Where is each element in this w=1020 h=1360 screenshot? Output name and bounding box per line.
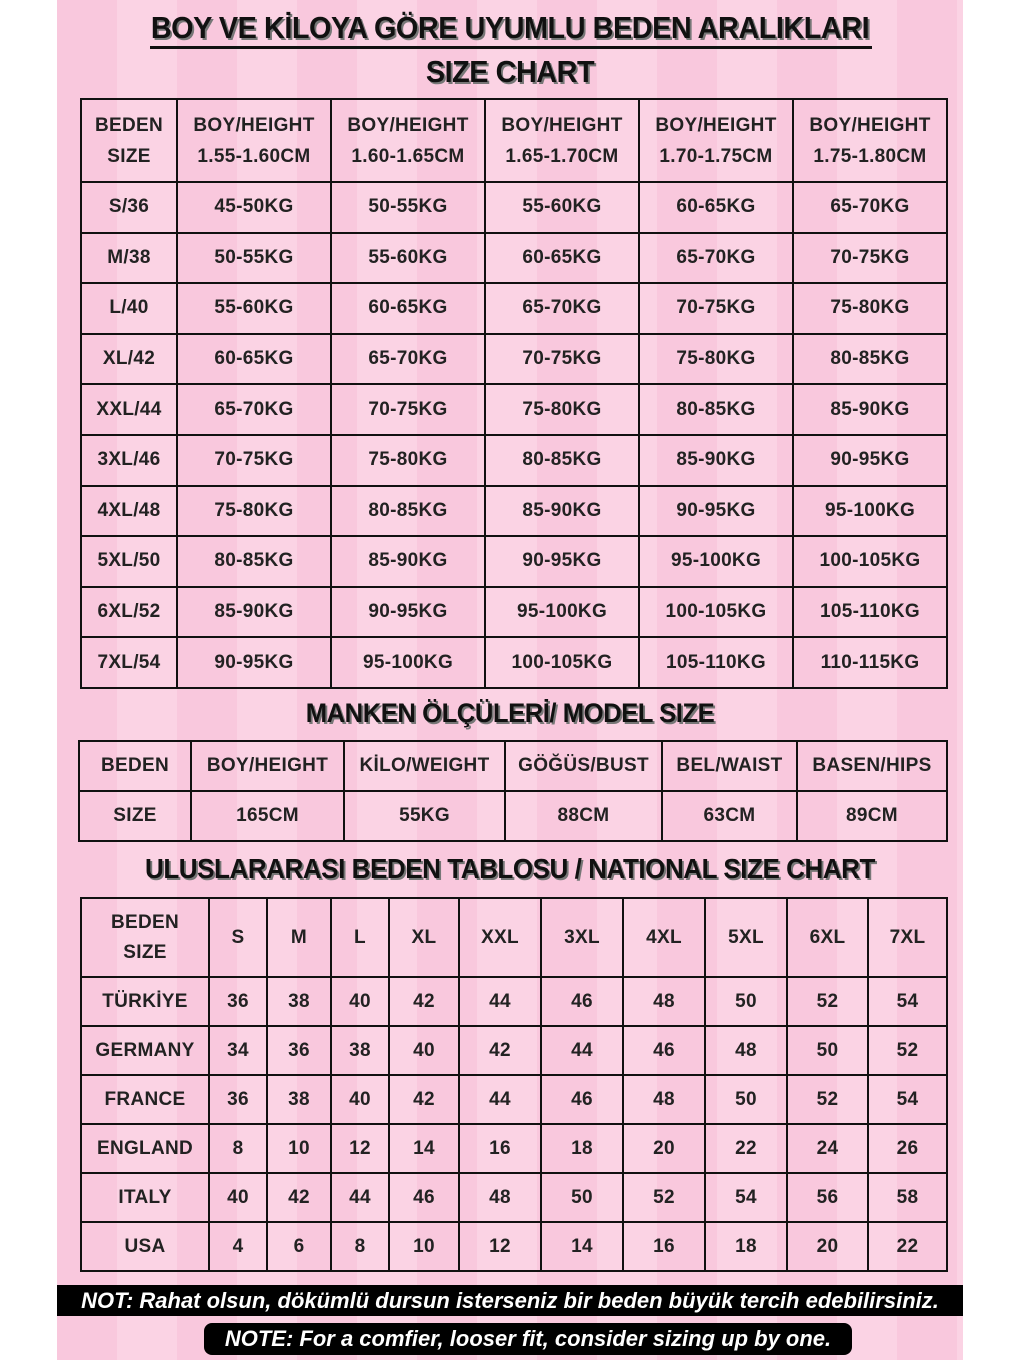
weight-range-cell: 60-65KG — [639, 182, 793, 233]
header-cell-line: 1.75-1.80CM — [813, 145, 927, 167]
value-cell: 55KG — [344, 791, 505, 841]
national-size-title: ULUSLARARASI BEDEN TABLOSU / NATIONAL SIZE CHART — [145, 853, 875, 884]
weight-range-cell: 85-90KG — [485, 486, 639, 537]
size-label-cell: 3XL/46 — [81, 435, 177, 486]
size-number-cell: 42 — [459, 1026, 541, 1075]
weight-range-cell: 55-60KG — [177, 283, 331, 334]
size-number-cell: 40 — [209, 1173, 267, 1222]
weight-range-cell: 85-90KG — [793, 384, 947, 435]
title-underline — [150, 46, 872, 49]
header-cell: 3XL — [541, 898, 623, 977]
weight-range-cell: 60-65KG — [485, 233, 639, 284]
table-row — [81, 182, 947, 233]
national-size-table — [80, 897, 948, 1272]
header-cell-line: SIZE — [123, 941, 167, 963]
weight-range-cell: 65-70KG — [485, 283, 639, 334]
size-number-cell: 10 — [267, 1124, 331, 1173]
weight-range-cell: 110-115KG — [793, 637, 947, 688]
header-cell: BEL/WAIST — [662, 741, 797, 791]
size-number-cell: 50 — [705, 977, 787, 1026]
header-cell-line: BOY/HEIGHT — [501, 114, 623, 136]
weight-range-cell: 90-95KG — [485, 536, 639, 587]
model-size-table — [78, 740, 948, 842]
size-number-cell: 54 — [705, 1173, 787, 1222]
header-cell-line: BEDEN — [110, 911, 179, 933]
weight-range-cell: 100-105KG — [485, 637, 639, 688]
size-label-cell: 5XL/50 — [81, 536, 177, 587]
header-cell — [639, 99, 793, 182]
header-cell: 5XL — [705, 898, 787, 977]
size-number-cell: 58 — [868, 1173, 947, 1222]
size-number-cell: 50 — [705, 1075, 787, 1124]
size-number-cell: 22 — [868, 1222, 947, 1271]
size-number-cell: 8 — [331, 1222, 389, 1271]
weight-range-cell: 95-100KG — [793, 486, 947, 537]
size-number-cell: 52 — [623, 1173, 705, 1222]
size-number-cell: 56 — [787, 1173, 868, 1222]
size-number-cell: 10 — [389, 1222, 459, 1271]
size-number-cell: 24 — [787, 1124, 868, 1173]
weight-range-cell: 75-80KG — [485, 384, 639, 435]
size-number-cell: 48 — [459, 1173, 541, 1222]
weight-range-cell: 70-75KG — [485, 334, 639, 385]
weight-range-cell: 80-85KG — [177, 536, 331, 587]
weight-range-cell: 50-55KG — [331, 182, 485, 233]
size-number-cell: 6 — [267, 1222, 331, 1271]
size-number-cell: 50 — [787, 1026, 868, 1075]
header-cell: BEDEN — [79, 741, 191, 791]
weight-range-cell: 65-70KG — [177, 384, 331, 435]
weight-range-cell: 65-70KG — [331, 334, 485, 385]
weight-range-cell: 55-60KG — [485, 182, 639, 233]
value-cell: 63CM — [662, 791, 797, 841]
table-row — [81, 1222, 947, 1271]
weight-range-cell: 90-95KG — [639, 486, 793, 537]
size-number-cell: 46 — [541, 977, 623, 1026]
size-number-cell: 16 — [459, 1124, 541, 1173]
size-chart-page — [57, 0, 963, 1360]
size-number-cell: 46 — [541, 1075, 623, 1124]
size-number-cell: 40 — [389, 1026, 459, 1075]
header-cell: BASEN/HIPS — [797, 741, 947, 791]
weight-range-cell: 90-95KG — [177, 637, 331, 688]
size-number-cell: 46 — [623, 1026, 705, 1075]
size-number-cell: 16 — [623, 1222, 705, 1271]
weight-range-cell: 45-50KG — [177, 182, 331, 233]
country-cell: ENGLAND — [81, 1124, 209, 1173]
country-cell: GERMANY — [81, 1026, 209, 1075]
table-row — [81, 334, 947, 385]
size-number-cell: 54 — [868, 977, 947, 1026]
weight-range-cell: 50-55KG — [177, 233, 331, 284]
weight-range-cell: 80-85KG — [331, 486, 485, 537]
value-cell: 88CM — [505, 791, 662, 841]
size-number-cell: 36 — [267, 1026, 331, 1075]
weight-range-cell: 75-80KG — [331, 435, 485, 486]
size-number-cell: 38 — [267, 977, 331, 1026]
table-row — [81, 486, 947, 537]
size-number-cell: 48 — [623, 977, 705, 1026]
size-label-cell: 7XL/54 — [81, 637, 177, 688]
weight-range-cell: 85-90KG — [639, 435, 793, 486]
header-cell: M — [267, 898, 331, 977]
size-number-cell: 48 — [705, 1026, 787, 1075]
size-number-cell: 14 — [389, 1124, 459, 1173]
weight-range-cell: 95-100KG — [639, 536, 793, 587]
weight-range-cell: 65-70KG — [793, 182, 947, 233]
country-cell: ITALY — [81, 1173, 209, 1222]
size-number-cell: 12 — [331, 1124, 389, 1173]
header-cell-line: 1.55-1.60CM — [197, 145, 311, 167]
size-number-cell: 52 — [787, 977, 868, 1026]
model-size-title: MANKEN ÖLÇÜLERİ/ MODEL SIZE — [305, 698, 715, 728]
size-number-cell: 42 — [389, 977, 459, 1026]
header-cell: GÖĞÜS/BUST — [505, 741, 662, 791]
height-weight-size-table — [80, 98, 948, 689]
size-number-cell: 52 — [787, 1075, 868, 1124]
table-row — [81, 283, 947, 334]
header-cell: L — [331, 898, 389, 977]
size-label-cell: 4XL/48 — [81, 486, 177, 537]
weight-range-cell: 105-110KG — [639, 637, 793, 688]
size-number-cell: 42 — [267, 1173, 331, 1222]
header-cell: S — [209, 898, 267, 977]
header-cell: 7XL — [868, 898, 947, 977]
weight-range-cell: 95-100KG — [331, 637, 485, 688]
weight-range-cell: 85-90KG — [331, 536, 485, 587]
table-row — [81, 1026, 947, 1075]
header-cell — [485, 99, 639, 182]
weight-range-cell: 65-70KG — [639, 233, 793, 284]
size-number-cell: 38 — [331, 1026, 389, 1075]
weight-range-cell: 75-80KG — [639, 334, 793, 385]
table-row — [81, 435, 947, 486]
size-number-cell: 4 — [209, 1222, 267, 1271]
page-subtitle: SIZE CHART — [425, 54, 595, 89]
table-row — [81, 1124, 947, 1173]
header-cell-line: BOY/HEIGHT — [347, 114, 469, 136]
header-cell — [81, 898, 209, 977]
header-cell-line: BEDEN — [94, 114, 163, 136]
header-cell: 6XL — [787, 898, 868, 977]
size-number-cell: 14 — [541, 1222, 623, 1271]
value-cell: SIZE — [79, 791, 191, 841]
weight-range-cell: 80-85KG — [793, 334, 947, 385]
weight-range-cell: 105-110KG — [793, 587, 947, 638]
size-label-cell: S/36 — [81, 182, 177, 233]
size-label-cell: XXL/44 — [81, 384, 177, 435]
size-number-cell: 36 — [209, 977, 267, 1026]
weight-range-cell: 90-95KG — [331, 587, 485, 638]
table-row — [81, 637, 947, 688]
size-number-cell: 40 — [331, 977, 389, 1026]
size-number-cell: 52 — [868, 1026, 947, 1075]
header-cell — [331, 99, 485, 182]
header-cell-line: SIZE — [107, 145, 151, 167]
header-cell: KİLO/WEIGHT — [344, 741, 505, 791]
weight-range-cell: 100-105KG — [639, 587, 793, 638]
weight-range-cell: 85-90KG — [177, 587, 331, 638]
header-cell-line: BOY/HEIGHT — [193, 114, 315, 136]
size-number-cell: 18 — [705, 1222, 787, 1271]
header-row — [79, 741, 947, 791]
weight-range-cell: 70-75KG — [639, 283, 793, 334]
size-number-cell: 44 — [331, 1173, 389, 1222]
header-cell: 4XL — [623, 898, 705, 977]
table-row — [81, 384, 947, 435]
weight-range-cell: 70-75KG — [177, 435, 331, 486]
header-cell: BOY/HEIGHT — [191, 741, 344, 791]
weight-range-cell: 70-75KG — [331, 384, 485, 435]
weight-range-cell: 100-105KG — [793, 536, 947, 587]
table-row — [81, 977, 947, 1026]
table-row — [81, 536, 947, 587]
page-title: BOY VE KİLOYA GÖRE UYUMLU BEDEN ARALIKLARI — [150, 10, 870, 45]
weight-range-cell: 70-75KG — [793, 233, 947, 284]
value-cell: 165CM — [191, 791, 344, 841]
size-number-cell: 36 — [209, 1075, 267, 1124]
note-turkish: NOT: Rahat olsun, dökümlü dursun isterseniz bir beden büyük tercih edebilirsiniz. — [57, 1285, 963, 1316]
size-label-cell: XL/42 — [81, 334, 177, 385]
note-english: NOTE: For a comfier, looser fit, consider sizing up by one. — [204, 1323, 852, 1355]
size-number-cell: 8 — [209, 1124, 267, 1173]
header-cell-line: BOY/HEIGHT — [655, 114, 777, 136]
header-cell-line: 1.70-1.75CM — [659, 145, 773, 167]
table-row — [81, 1075, 947, 1124]
size-number-cell: 44 — [459, 977, 541, 1026]
table-row — [81, 233, 947, 284]
size-label-cell: M/38 — [81, 233, 177, 284]
weight-range-cell: 80-85KG — [485, 435, 639, 486]
header-cell: XXL — [459, 898, 541, 977]
size-number-cell: 44 — [541, 1026, 623, 1075]
header-cell — [793, 99, 947, 182]
size-number-cell: 40 — [331, 1075, 389, 1124]
size-number-cell: 20 — [623, 1124, 705, 1173]
size-number-cell: 38 — [267, 1075, 331, 1124]
size-number-cell: 26 — [868, 1124, 947, 1173]
size-number-cell: 20 — [787, 1222, 868, 1271]
size-number-cell: 18 — [541, 1124, 623, 1173]
weight-range-cell: 75-80KG — [793, 283, 947, 334]
country-cell: FRANCE — [81, 1075, 209, 1124]
header-cell-line: BOY/HEIGHT — [809, 114, 931, 136]
header-row — [81, 898, 947, 977]
header-cell — [81, 99, 177, 182]
size-number-cell: 50 — [541, 1173, 623, 1222]
weight-range-cell: 95-100KG — [485, 587, 639, 638]
table-row — [81, 1173, 947, 1222]
table-row — [79, 791, 947, 841]
value-cell: 89CM — [797, 791, 947, 841]
weight-range-cell: 55-60KG — [331, 233, 485, 284]
weight-range-cell: 60-65KG — [177, 334, 331, 385]
header-cell: XL — [389, 898, 459, 977]
weight-range-cell: 90-95KG — [793, 435, 947, 486]
weight-range-cell: 75-80KG — [177, 486, 331, 537]
size-number-cell: 48 — [623, 1075, 705, 1124]
country-cell: USA — [81, 1222, 209, 1271]
weight-range-cell: 80-85KG — [639, 384, 793, 435]
size-number-cell: 42 — [389, 1075, 459, 1124]
size-number-cell: 12 — [459, 1222, 541, 1271]
size-number-cell: 44 — [459, 1075, 541, 1124]
size-number-cell: 54 — [868, 1075, 947, 1124]
size-number-cell: 22 — [705, 1124, 787, 1173]
size-label-cell: 6XL/52 — [81, 587, 177, 638]
header-cell-line: 1.65-1.70CM — [505, 145, 619, 167]
table-row — [81, 587, 947, 638]
country-cell: TÜRKİYE — [81, 977, 209, 1026]
header-row — [81, 99, 947, 182]
size-label-cell: L/40 — [81, 283, 177, 334]
weight-range-cell: 60-65KG — [331, 283, 485, 334]
size-number-cell: 46 — [389, 1173, 459, 1222]
header-cell-line: 1.60-1.65CM — [351, 145, 465, 167]
header-cell — [177, 99, 331, 182]
size-number-cell: 34 — [209, 1026, 267, 1075]
